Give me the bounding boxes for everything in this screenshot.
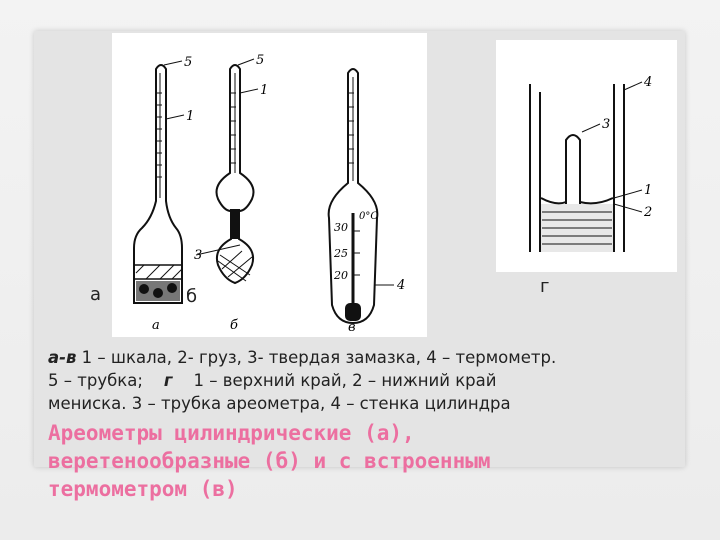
caption-line-3: мениска. 3 – трубка ареометра, 4 – стенка цилиндра bbox=[48, 394, 511, 413]
caption-prefix-a-v: а-в bbox=[48, 348, 77, 367]
meniscus-curve bbox=[541, 198, 613, 203]
label-1a: 1 bbox=[186, 109, 195, 124]
meniscus-figure bbox=[496, 40, 677, 272]
panel-label-b: б bbox=[186, 286, 198, 307]
label-5b: 5 bbox=[256, 53, 265, 68]
hydrometer-a-putty bbox=[136, 265, 182, 279]
tick-20: 20 bbox=[334, 269, 348, 282]
label-3: 3 bbox=[602, 117, 611, 132]
slide-title bbox=[48, 419, 688, 503]
tick-30: 30 bbox=[334, 221, 348, 234]
tick-25: 25 bbox=[334, 247, 348, 260]
label-4c: 4 bbox=[397, 278, 406, 293]
sublabel-a: а bbox=[152, 318, 160, 333]
label-2: 2 bbox=[644, 205, 653, 220]
title-line-1: Ареометры цилиндрические (а), bbox=[48, 421, 415, 445]
hydrometers-drawing bbox=[112, 33, 427, 337]
panel-label-a: а bbox=[90, 284, 102, 305]
figure-caption bbox=[48, 346, 688, 415]
sublabel-b: б bbox=[230, 318, 238, 333]
hydrometer-a-weight bbox=[136, 281, 180, 301]
label-1b: 1 bbox=[260, 83, 269, 98]
meniscus-drawing bbox=[496, 40, 677, 272]
sublabel-c: в bbox=[348, 320, 356, 335]
label-3b: 3 bbox=[194, 248, 203, 263]
caption-line-2-text: 5 – трубка; bbox=[48, 371, 143, 390]
caption-line-2 bbox=[48, 369, 688, 392]
hydrometer-b-weight bbox=[218, 251, 252, 281]
label-4: 4 bbox=[644, 75, 653, 90]
caption-line-1-text: 1 – шкала, 2- груз, 3- твердая замазка, 4 – термометр. bbox=[76, 348, 557, 367]
panel-label-g: г bbox=[540, 276, 550, 297]
hydrometer-b-stem bbox=[230, 209, 240, 239]
label-1: 1 bbox=[644, 183, 653, 198]
caption-line-2-rest: 1 – верхний край, 2 – нижний край bbox=[193, 371, 497, 390]
title-line-3: термометром (в) bbox=[48, 477, 238, 501]
tick-0c: 0°C bbox=[359, 211, 379, 222]
hydrometers-figure bbox=[112, 33, 427, 337]
caption-line-1 bbox=[48, 346, 688, 369]
title-line-2: веретенообразные (б) и с встроенным bbox=[48, 449, 491, 473]
hydrometer-c-bulb bbox=[345, 303, 361, 321]
label-5a: 5 bbox=[184, 55, 193, 70]
caption-prefix-g: г bbox=[163, 371, 173, 390]
